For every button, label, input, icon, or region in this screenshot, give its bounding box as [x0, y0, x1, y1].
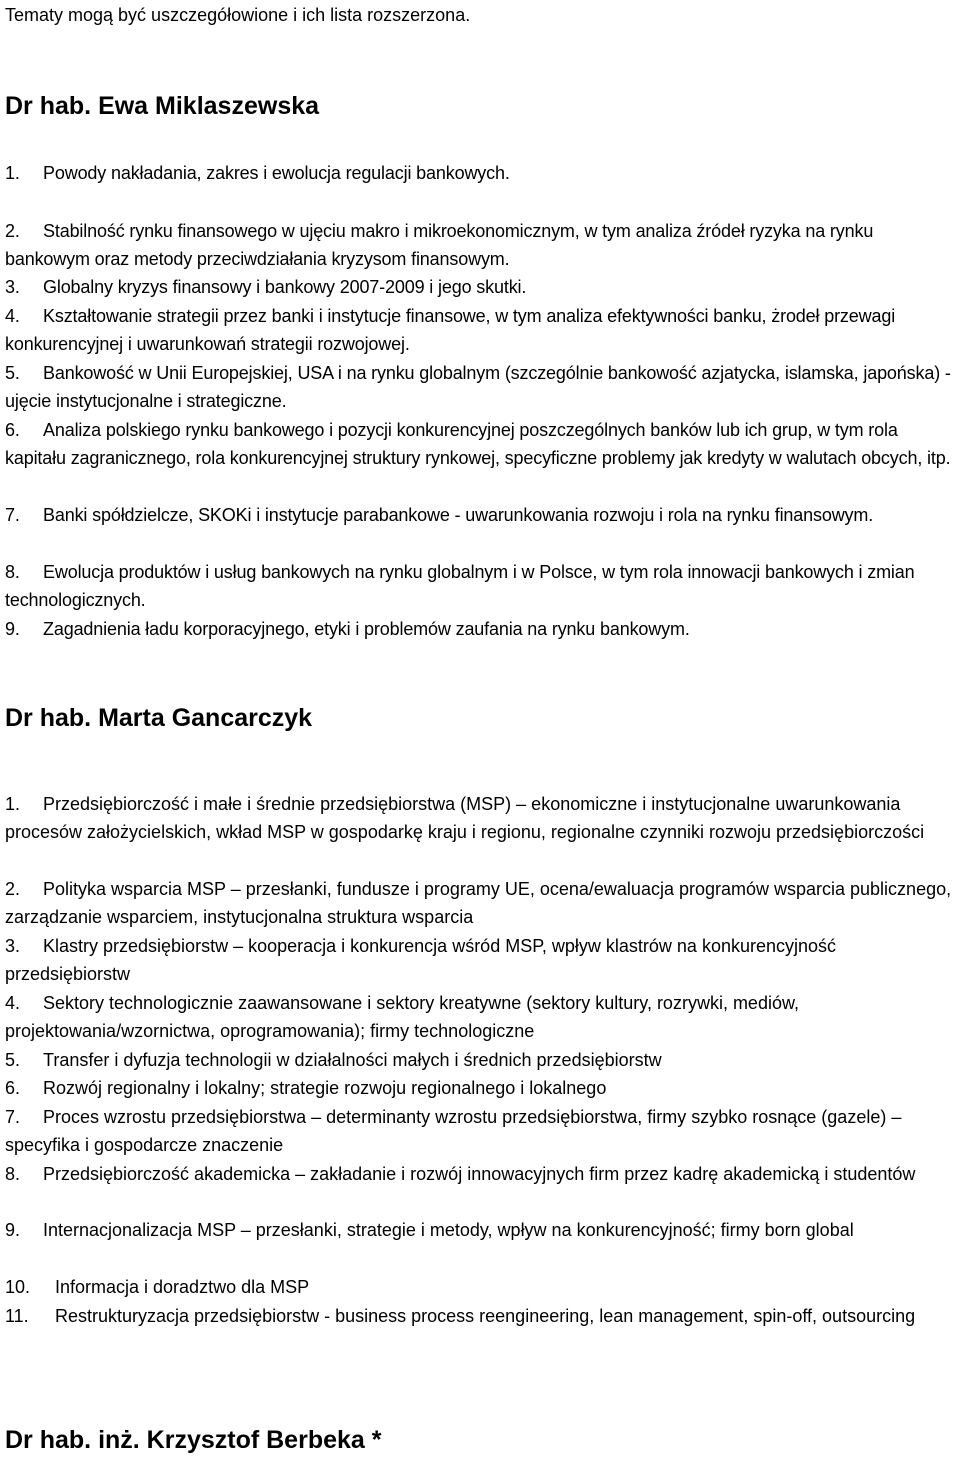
item-text: Powody nakładania, zakres i ewolucja regulacji bankowych. [43, 163, 510, 183]
item-text: Transfer i dyfuzja technologii w działalności małych i średnich przedsiębiorstw [43, 1050, 662, 1070]
item-number: 9. [5, 1220, 21, 1240]
list-item [5, 217, 957, 274]
item-number: 6. [5, 1078, 21, 1098]
item-text: Restrukturyzacja przedsiębiorstw - business process reengineering, lean management, spin-off, outsourcing [55, 1306, 916, 1326]
item-text: Rozwój regionalny i lokalny; strategie rozwoju regionalnego i lokalnego [43, 1078, 607, 1098]
item-number: 6. [5, 420, 20, 440]
item-number: 8. [5, 562, 20, 582]
item-number: 2. [5, 221, 20, 241]
list-item [5, 1216, 957, 1244]
list-item [5, 1302, 957, 1330]
item-text: Sektory technologicznie zaawansowane i sektory kreatywne (sektory kultury, rozrywki, mediów, projektowania/wzornictwa, oprogramowania); firmy technologiczne [5, 993, 799, 1042]
list-item [5, 159, 957, 187]
item-number: 10. [5, 1277, 31, 1297]
list-item [5, 1160, 957, 1188]
list-item [5, 558, 957, 615]
list-item [5, 875, 957, 932]
item-number: 7. [5, 505, 20, 525]
item-number: 2. [5, 879, 21, 899]
item-text: Globalny kryzys finansowy i bankowy 2007-2009 i jego skutki. [43, 277, 527, 297]
list-item [5, 1046, 957, 1074]
item-number: 11. [5, 1306, 29, 1326]
list-item [5, 1103, 957, 1160]
item-text: Przedsiębiorczość i małe i średnie przedsiębiorstwa (MSP) – ekonomiczne i instytucjonalne uwarunkowania procesów założycielskich, wkład MSP w gospodarkę kraju i regionu, regionalne czynniki rozwoju przedsiębiorczości [5, 794, 925, 843]
item-text: Klastry przedsiębiorstw – kooperacja i konkurencja wśród MSP, wpływ klastrów na konkurencyjność przedsiębiorstw [5, 936, 837, 985]
section-heading: Dr hab. Ewa Miklaszewska [5, 92, 320, 120]
item-text: Proces wzrostu przedsiębiorstwa – determinanty wzrostu przedsiębiorstwa, firmy szybko rosnące (gazele) – specyfika i gospodarcze znaczenie [5, 1107, 902, 1156]
item-number: 8. [5, 1164, 21, 1184]
item-text: Bankowość w Unii Europejskiej, USA i na rynku globalnym (szczególnie bankowość azjatycka, islamska, japońska) - ujęcie instytucjonalne i strategiczne. [5, 363, 951, 412]
item-number: 5. [5, 363, 20, 383]
list-item [5, 1074, 957, 1102]
item-text: Ewolucja produktów i usług bankowych na rynku globalnym i w Polsce, w tym rola innowacji bankowych i zmian technologicznych. [5, 562, 915, 611]
item-text: Polityka wsparcia MSP – przesłanki, fundusze i programy UE, ocena/ewaluacja programów wsparcia publicznego, zarządzanie wsparciem, instytucjonalna struktura wsparcia [5, 879, 952, 928]
item-number: 4. [5, 993, 21, 1013]
list-item [5, 790, 957, 847]
section-heading: Dr hab. Marta Gancarczyk [5, 704, 313, 732]
list-item [5, 302, 957, 359]
list-item [5, 416, 957, 473]
list-item [5, 989, 957, 1046]
item-text: Informacja i doradztwo dla MSP [55, 1277, 310, 1297]
item-number: 4. [5, 306, 20, 326]
section-heading: Dr hab. inż. Krzysztof Berbeka * [5, 1426, 382, 1454]
list-item [5, 932, 957, 989]
item-text: Internacjonalizacja MSP – przesłanki, strategie i metody, wpływ na konkurencyjność; firmy born global [43, 1220, 854, 1240]
item-number: 5. [5, 1050, 21, 1070]
item-number: 9. [5, 619, 20, 639]
list-item [5, 359, 957, 416]
item-text: Stabilność rynku finansowego w ujęciu makro i mikroekonomicznym, w tym analiza źródeł ryzyka na rynku bankowym oraz metody przeciwdziałania kryzysom finansowym. [5, 221, 874, 270]
item-number: 1. [5, 163, 20, 183]
item-text: Przedsiębiorczość akademicka – zakładanie i rozwój innowacyjnych firm przez kadrę akademicką i studentów [43, 1164, 916, 1184]
item-number: 1. [5, 794, 21, 814]
list-item [5, 501, 957, 529]
item-text: Analiza polskiego rynku bankowego i pozycji konkurencyjnej poszczególnych banków lub ich grup, w tym rola kapitału zagranicznego, rola konkurencyjnej struktury rynkowej, specyficzne problemy jak kredyty w walutach obcych, itp. [5, 420, 951, 469]
item-text: Kształtowanie strategii przez banki i instytucje finansowe, w tym analiza efektywności banku, żrodeł przewagi konkurencyjnej i uwarunkowań strategii rozwojowej. [5, 306, 896, 355]
list-item [5, 273, 957, 301]
item-number: 3. [5, 277, 20, 297]
item-text: Banki spółdzielcze, SKOKi i instytucje parabankowe - uwarunkowania rozwoju i rola na rynku finansowym. [43, 505, 874, 525]
item-number: 7. [5, 1107, 21, 1127]
list-item [5, 1273, 957, 1301]
list-item [5, 615, 957, 643]
item-number: 3. [5, 936, 21, 956]
item-text: Zagadnienia ładu korporacyjnego, etyki i problemów zaufania na rynku bankowym. [43, 619, 690, 639]
intro-text: Tematy mogą być uszczegółowione i ich lista rozszerzona. [5, 5, 471, 25]
